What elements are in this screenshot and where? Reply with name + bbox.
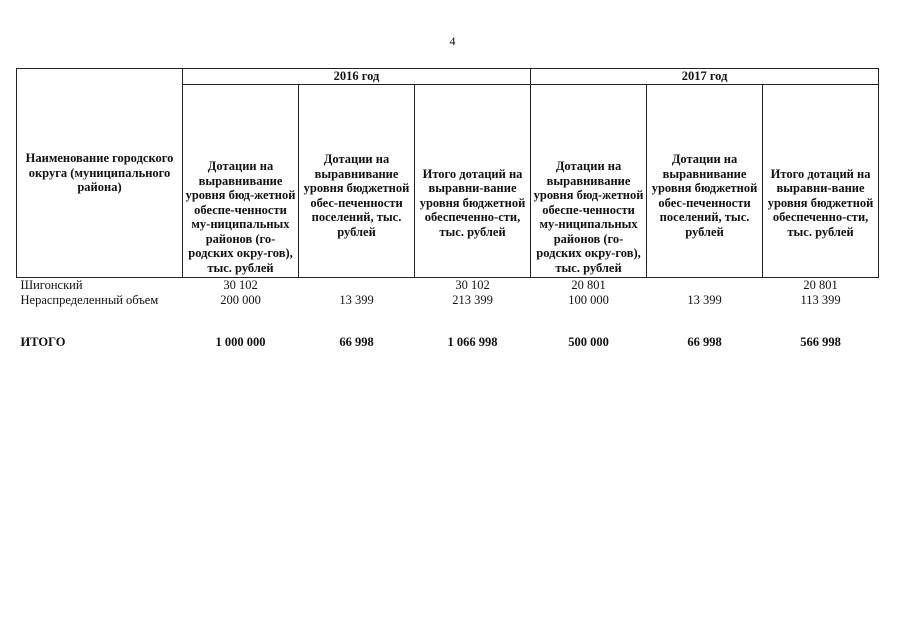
cell-value: 213 399: [452, 292, 493, 307]
header-total-subsidies-2017: Итого дотаций на выравни-вание уровня бюджетной обеспеченно-сти, тыс. рублей: [763, 85, 879, 278]
row-name: Нераспределенный объем: [20, 292, 159, 307]
header-settlement-subsidies-2017: Дотации на выравнивание уровня бюджетной обес-печенности поселений, тыс. рублей: [647, 85, 763, 278]
total-value: 66 998: [687, 335, 722, 349]
page-number: 4: [449, 34, 456, 48]
year-header-row: [17, 69, 879, 85]
subsidies-table: [16, 68, 879, 350]
header-settlement-subsidies-2016: Дотации на выравнивание уровня бюджетной обес-печенности поселений, тыс. рублей: [299, 85, 415, 278]
cell-value: 113 399: [800, 292, 841, 307]
total-value: 566 998: [800, 335, 841, 349]
cell-value: 30 102: [455, 278, 490, 292]
total-label: ИТОГО: [20, 335, 66, 349]
header-municipal-subsidies-2017: Дотации на выравнивание уровня бюд-жетной обеспе-ченности му-ниципальных районов (го-родских окру-гов), тыс. рублей: [531, 85, 647, 278]
cell-value: 30 102: [223, 278, 258, 292]
header-total-subsidies-2016: Итого дотаций на выравни-вание уровня бюджетной обеспеченно-сти, тыс. рублей: [415, 85, 531, 278]
total-value: 500 000: [568, 335, 609, 349]
total-value: 1 066 998: [447, 335, 498, 349]
total-value: 66 998: [339, 335, 374, 349]
cell-value: [299, 278, 415, 293]
total-row: [17, 307, 879, 350]
municipality-name-header: Наименование городского округа (муниципального района): [17, 69, 183, 278]
header-municipal-subsidies-2016: Дотации на выравнивание уровня бюд-жетной обеспе-ченности му-ниципальных районов (го-родских окру-гов), тыс. рублей: [183, 85, 299, 278]
cell-value: 20 801: [803, 278, 838, 292]
cell-value: 13 399: [687, 292, 722, 307]
row-name: Шигонский: [20, 278, 83, 292]
table-row: [17, 278, 879, 293]
year-header-2016: 2016 год: [183, 69, 531, 85]
cell-value: 200 000: [220, 292, 261, 307]
cell-value: [647, 278, 763, 293]
cell-value: 20 801: [571, 278, 606, 292]
total-value: 1 000 000: [215, 335, 266, 349]
cell-value: 13 399: [339, 292, 374, 307]
cell-value: 100 000: [568, 292, 609, 307]
table-row: [17, 293, 879, 308]
year-header-2017: 2017 год: [531, 69, 879, 85]
